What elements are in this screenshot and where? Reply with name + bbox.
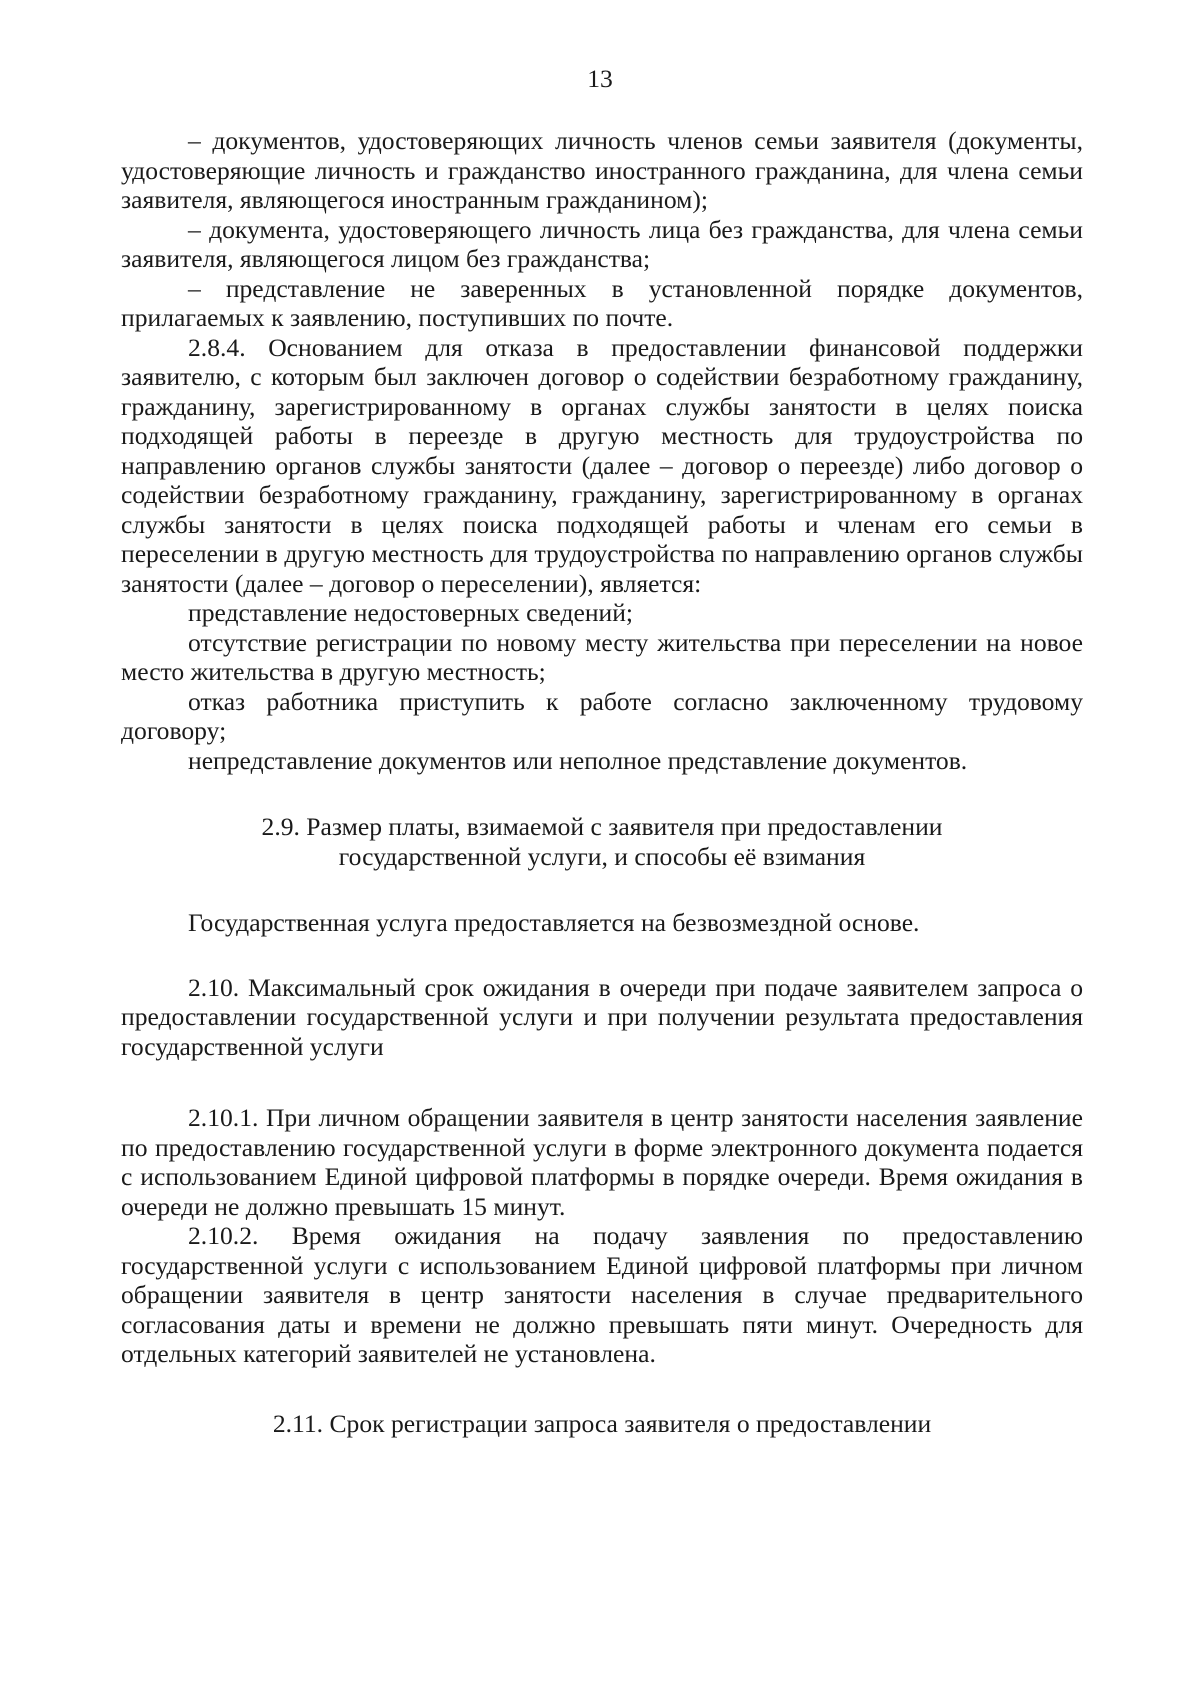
- paragraph-uncertified-documents: – представление не заверенных в установленной порядке документов, прилагаемых к заявлению, поступивших по почте.: [121, 273, 1083, 332]
- paragraph-stateless-document: – документа, удостоверяющего личность лица без гражданства, для члена семьи заявителя, являющегося лицом без гражданства;: [121, 214, 1083, 273]
- paragraph-free-service: Государственная услуга предоставляется на безвозмездной основе.: [188, 908, 920, 937]
- paragraph-family-documents: – документов, удостоверяющих личность членов семьи заявителя (документы, удостоверяющие личность и гражданство иностранного гражданина, для члена семьи заявителя, являющегося иностранным гражданином);: [121, 126, 1083, 214]
- list-item-work-refusal: отказ работника приступить к работе согласно заключенному трудовому договору;: [121, 686, 1083, 745]
- paragraph-2-10: 2.10. Максимальный срок ожидания в очереди при подаче заявителем запроса о предоставлении государственной услуги и при получении результата предоставления государственной услуги: [121, 972, 1083, 1061]
- document-body: [121, 126, 1083, 1438]
- list-item-missing-documents: непредставление документов или неполное представление документов.: [188, 745, 968, 775]
- list-item-false-info: представление недостоверных сведений;: [188, 598, 634, 627]
- paragraph-2-8-4: 2.8.4. Основанием для отказа в предоставлении финансовой поддержки заявителю, с которым был заключен договор о содействии безработному гражданину, гражданину, зарегистрированному в органах службы занятости в целях поиска подходящей работы в переезде в другую местность для трудоустройства по направлению органов службы занятости (далее – договор о переезде) либо договор о содействии безработному гражданину, гражданину, зарегистрированному в органах службы занятости в целях поиска подходящей работы и членам его семьи в переселении в другую местность для трудоустройства по направлению органов службы занятости (далее – договор о переселении), является:: [121, 332, 1083, 598]
- section-heading-2-9-line2: государственной услуги, и способы её взимания: [338, 841, 866, 871]
- list-item-no-registration: отсутствие регистрации по новому месту жительства при переселении на новое место жительства в другую местность;: [121, 627, 1083, 686]
- page-number: 13: [587, 64, 613, 93]
- paragraph-2-10-2: 2.10.2. Время ожидания на подачу заявления по предоставлению государственной услуги с использованием Единой цифровой платформы при личном обращении заявителя в центр занятости населения в случае предварительного согласования даты и времени не должно превышать пяти минут. Очередность для отдельных категорий заявителей не установлена.: [121, 1221, 1083, 1368]
- section-heading-2-11: 2.11. Срок регистрации запроса заявителя о предоставлении: [272, 1408, 932, 1438]
- section-heading-2-9: [121, 812, 1083, 871]
- paragraph-2-10-1: 2.10.1. При личном обращении заявителя в центр занятости населения заявление по предоставлению государственной услуги в форме электронного документа подается с использованием Единой цифровой платформы в порядке очереди. Время ожидания в очереди не должно превышать 15 минут.: [121, 1103, 1083, 1221]
- section-heading-2-9-line1: 2.9. Размер платы, взимаемой с заявителя при предоставлении: [261, 812, 943, 841]
